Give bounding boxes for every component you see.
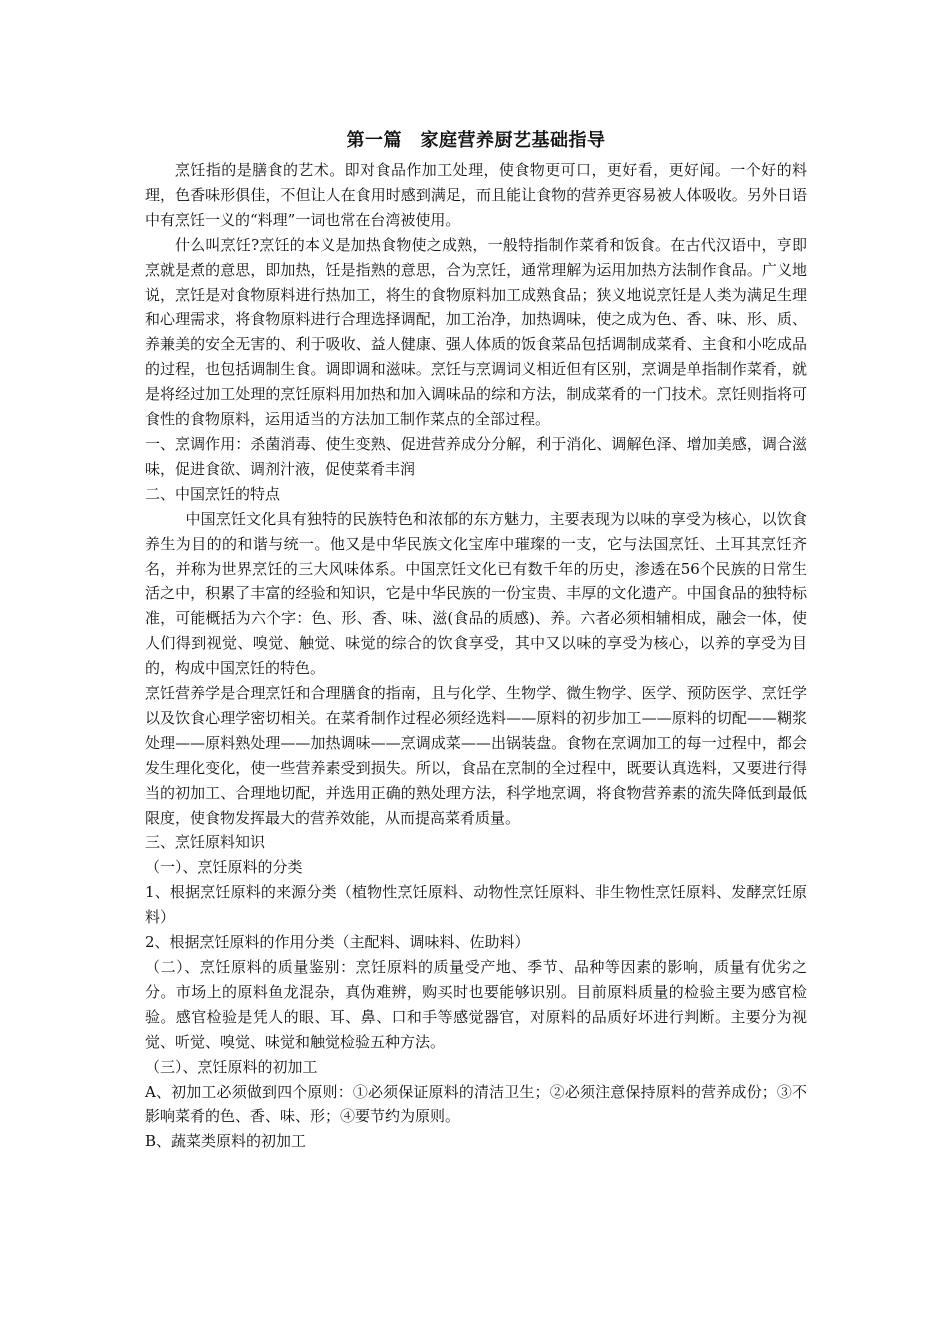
list-item-principles: A、初加工必须做到四个原则：①必须保证原料的清洁卫生；②必须注意保持原料的营养成份；③不影响菜肴的色、香、味、形；④要节约为原则。 xyxy=(145,1082,807,1126)
subsection-heading-initial-processing: （三）、烹饪原料的初加工 xyxy=(145,1057,318,1076)
section-heading-ingredients: 三、烹饪原料知识 xyxy=(145,833,266,852)
section-heading-cooking-effects: 一、烹调作用：杀菌消毒、使生变熟、促进营养成分分解，利于消化、调解色泽、增加美感，调合滋味，促进食欲、调剂汁液，促使菜肴丰润 xyxy=(145,434,807,478)
document-page xyxy=(145,126,807,1154)
section-heading-chinese-cuisine: 二、中国烹饪的特点 xyxy=(145,484,281,503)
list-item-vegetables: B、蔬菜类原料的初加工 xyxy=(145,1132,307,1151)
list-item-by-source: 1、根据烹饪原料的来源分类（植物性烹饪原料、动物性烹饪原料、非生物性烹饪原料、发酵烹饪原料） xyxy=(145,883,807,927)
paragraph-quality-inspection: （二）、烹饪原料的质量鉴别：烹饪原料的质量受产地、季节、品种等因素的影响，质量有优劣之分。市场上的原料鱼龙混杂，真伪难辨，购买时也要能够识别。目前原料质量的检验主要为感官检验。感官检验是凭人的眼、耳、鼻、口和手等感觉器官，对原料的品质好坏进行判断。主要分为视觉、听觉、嗅觉、味觉和触觉检验五种方法。 xyxy=(145,958,807,1051)
paragraph-intro: 烹饪指的是膳食的艺术。即对食品作加工处理，使食物更可口，更好看，更好闻。一个好的料理，色香味形俱佳，不但让人在食用时感到满足，而且能让食物的营养更容易被人体吸收。另外日语中有烹饪一义的“料理”一词也常在台湾被使用。 xyxy=(145,161,807,229)
list-item-by-function: 2、根据烹饪原料的作用分类（主配料、调味料、佐助料） xyxy=(145,933,530,952)
paragraph-chinese-cuisine: 中国烹饪文化具有独特的民族特色和浓郁的东方魅力，主要表现为以味的享受为核心，以饮食养生为目的的和谐与统一。他又是中华民族文化宝库中璀璨的一支，它与法国烹饪、土耳其烹饪齐名，并称为世界烹饪的三大风味体系。中国烹饪文化已有数千年的历史，渗透在56个民族的日常生活之中，积累了丰富的经验和知识，它是中华民族的一份宝贵、丰厚的文化遗产。中国食品的独特标准，可能概括为六个字：色、形、香、味、滋(食品的质感)、养。六者必须相辅相成，融会一体，使人们得到视觉、嗅觉、触觉、味觉的综合的饮食享受，其中又以味的享受为核心，以养的享受为目的，构成中国烹饪的特色。 xyxy=(145,509,807,678)
paragraph-nutrition-science: 烹饪营养学是合理烹饪和合理膳食的指南，且与化学、生物学、微生物学、医学、预防医学、烹饪学以及饮食心理学密切相关。在菜肴制作过程必须经选料——原料的初步加工——原料的切配——糊浆处理——原料熟处理——加热调味——烹调成菜——出锅装盘。食物在烹调加工的每一过程中，都会发生理化变化，使一些营养素受到损失。所以，食品在烹制的全过程中，既要认真选料，又要进行得当的初加工、合理地切配，并选用正确的熟处理方法，科学地烹调，将食物营养素的流失降低到最低限度，使食物发挥最大的营养效能，从而提高菜肴质量。 xyxy=(145,684,807,827)
paragraph-definition: 什么叫烹饪?烹饪的本义是加热食物使之成熟，一般特指制作菜肴和饭食。在古代汉语中，亨即烹就是煮的意思，即加热，饪是指熟的意思，合为烹饪，通常理解为运用加热方法制作食品。广义地说，烹饪是对食物原料进行热加工，将生的食物原料加工成熟食品；狭义地说烹饪是人类为满足生理和心理需求，将食物原料进行合理选择调配，加工治净，加热调味，使之成为色、香、味、形、质、养兼美的安全无害的、利于吸收、益人健康、强人体质的饭食菜品包括调制成菜肴、主食和小吃成品的过程，也包括调制生食。调即调和滋味。烹饪与烹调词义相近但有区别，烹调是单指制作菜肴，就是将经过加工处理的烹饪原料用加热和加入调味品的综和方法，制成菜肴的一门技术。烹饪则指将可食性的食物原料，运用适当的方法加工制作菜点的全部过程。 xyxy=(145,235,807,429)
document-title: 第一篇 家庭营养厨艺基础指导 xyxy=(346,130,606,151)
subsection-heading-classification: （一）、烹饪原料的分类 xyxy=(145,858,303,877)
